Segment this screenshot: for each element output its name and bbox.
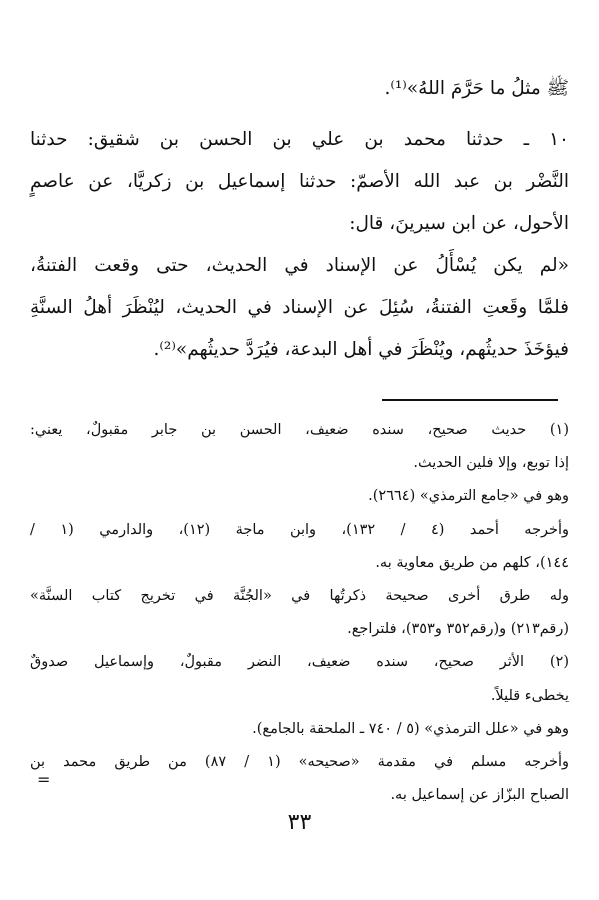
footnote-line: وأخرجه أحمد (٤ / ١٣٢)، وابن ماجة (١٢)، والدارمي (١ / [30, 521, 570, 538]
main-line: فيؤخَذَ حديثُهم، ويُنْظَرَ في أهل البدعة، فيُرَدَّ حديثُهم»⁽²⁾. [153, 339, 569, 360]
footnote-line: ١٤٤)، كلهم من طريق معاوية به. [375, 554, 569, 571]
footnote-line: وأخرجه مسلم في مقدمة «صحيحه» (١ / ٨٧) من طريق محمد بن [30, 753, 570, 770]
footnote-line: الصباح البزّاز عن إسماعيل به. [390, 787, 569, 804]
footnotes [30, 414, 569, 812]
main-line: ١٠ ـ حدثنا محمد بن علي بن الحسن بن شقيق: حدثنا [30, 129, 569, 150]
continuation-mark: = [37, 770, 51, 789]
main-text [30, 68, 569, 371]
footnote-line: (رقم٢١٣) و(رقم٣٥٢ و٣٥٣)، فلتراجع. [347, 621, 569, 638]
footnote-line: (٢) الأثر صحيح، سنده ضعيف، النضر مقبولٌ، وإسماعيل صدوقٌ [30, 654, 569, 671]
main-line: الأحول، عن ابن سيرينَ، قال: [349, 213, 569, 234]
page-number: ٣٣ [287, 810, 312, 835]
footnote-line: (١) حديث صحيح، سنده ضعيف، الحسن بن جابر مقبولٌ، يعني: [30, 422, 569, 438]
footnote-line: إذا توبع، وإلا فلين الحديث. [413, 455, 569, 472]
main-line: فلمَّا وقَعتِ الفتنةُ، سُئِلَ عن الإسناد في الحديث، ليُنْظَرَ أهلُ السنَّةِ [30, 297, 569, 318]
footnote-line: يخطىء قليلاً. [490, 687, 569, 704]
main-line: ﷺ مثلُ ما حَرَّمَ اللهُ»⁽¹⁾. [384, 78, 569, 99]
footnote-line: وهو في «جامع الترمذي» (٢٦٦٤). [368, 488, 569, 505]
main-line: النَّضْر بن عبد الله الأصمّ: حدثنا إسماعيل بن زكريَّا، عن عاصمٍ [30, 171, 569, 192]
footnote-line: وهو في «علل الترمذي» (٥ / ٧٤٠ ـ الملحقة بالجامع). [252, 720, 569, 737]
footnote-line: وله طرق أخرى صحيحة ذكرتُها في «الجُنَّة في تخريج كتاب السنَّة» [30, 587, 569, 604]
footnote-divider [382, 399, 558, 401]
main-line: «لم يكن يُسْأَلُ عن الإسناد في الحديث، حتى وقعت الفتنةُ، [30, 255, 569, 276]
